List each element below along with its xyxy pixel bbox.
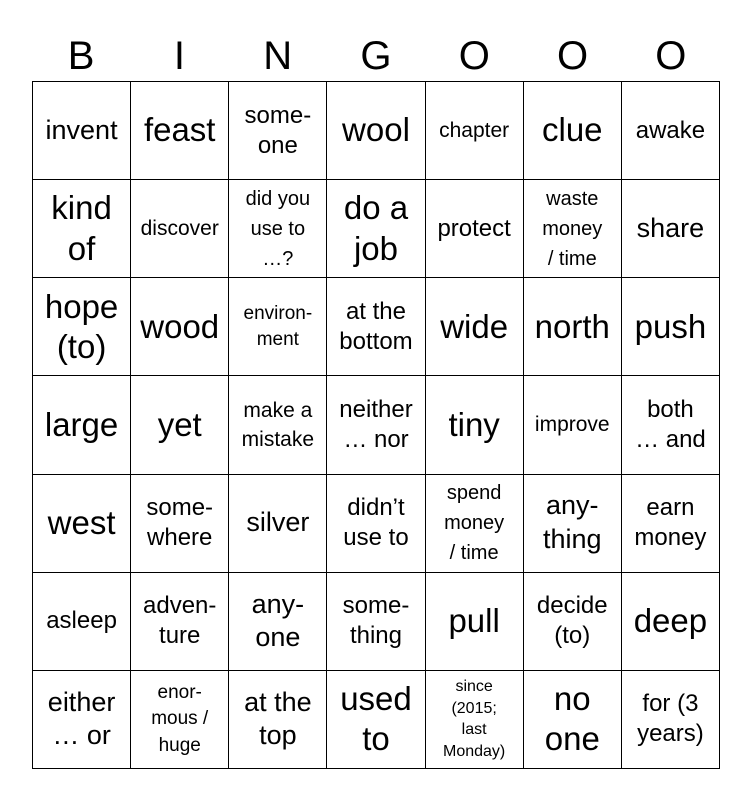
bingo-cell: some- thing — [327, 573, 425, 671]
bingo-cell: north — [524, 278, 622, 376]
bingo-cell: kind of — [33, 180, 131, 278]
bingo-cell: some- where — [131, 475, 229, 573]
bingo-cell: didn’t use to — [327, 475, 425, 573]
bingo-cell: environ- ment — [229, 278, 327, 376]
bingo-cell: neither … nor — [327, 376, 425, 474]
bingo-cell: make a mistake — [229, 376, 327, 474]
bingo-cell: enor- mous / huge — [131, 671, 229, 769]
header-letter-o-2: O — [557, 34, 589, 78]
bingo-cell: asleep — [33, 573, 131, 671]
bingo-cell: since (2015; last Monday) — [426, 671, 524, 769]
bingo-cell: share — [622, 180, 720, 278]
bingo-cell: tiny — [426, 376, 524, 474]
bingo-cell: wide — [426, 278, 524, 376]
bingo-cell: west — [33, 475, 131, 573]
bingo-cell: discover — [131, 180, 229, 278]
bingo-cell: both … and — [622, 376, 720, 474]
header-letter-o-3: O — [655, 34, 687, 78]
bingo-cell: chapter — [426, 82, 524, 180]
bingo-cell: large — [33, 376, 131, 474]
bingo-cell: decide (to) — [524, 573, 622, 671]
bingo-cell: at the bottom — [327, 278, 425, 376]
bingo-cell: at the top — [229, 671, 327, 769]
bingo-cell: do a job — [327, 180, 425, 278]
bingo-cell: wool — [327, 82, 425, 180]
bingo-cell: improve — [524, 376, 622, 474]
bingo-cell: wood — [131, 278, 229, 376]
header-letter-b: B — [67, 34, 95, 78]
bingo-cell: deep — [622, 573, 720, 671]
bingo-cell: clue — [524, 82, 622, 180]
bingo-cell: adven- ture — [131, 573, 229, 671]
header-letter-n: N — [263, 34, 293, 78]
bingo-cell: yet — [131, 376, 229, 474]
bingo-cell: waste money / time — [524, 180, 622, 278]
bingo-cell: hope (to) — [33, 278, 131, 376]
header-letter-o: O — [458, 34, 490, 78]
bingo-cell: for (3 years) — [622, 671, 720, 769]
bingo-cell: silver — [229, 475, 327, 573]
bingo-cell: either … or — [33, 671, 131, 769]
bingo-cell: protect — [426, 180, 524, 278]
header-letter-i: I — [173, 34, 185, 78]
bingo-cell: no one — [524, 671, 622, 769]
bingo-board — [32, 81, 720, 769]
bingo-cell: earn money — [622, 475, 720, 573]
bingo-cell: pull — [426, 573, 524, 671]
bingo-cell: some- one — [229, 82, 327, 180]
bingo-cell: spend money / time — [426, 475, 524, 573]
bingo-cell: push — [622, 278, 720, 376]
bingo-cell: invent — [33, 82, 131, 180]
bingo-cell: feast — [131, 82, 229, 180]
bingo-cell: used to — [327, 671, 425, 769]
bingo-cell: awake — [622, 82, 720, 180]
bingo-header — [32, 30, 720, 82]
bingo-cell: did you use to …? — [229, 180, 327, 278]
bingo-cell: any- one — [229, 573, 327, 671]
header-letter-g: G — [360, 34, 392, 78]
bingo-cell: any- thing — [524, 475, 622, 573]
